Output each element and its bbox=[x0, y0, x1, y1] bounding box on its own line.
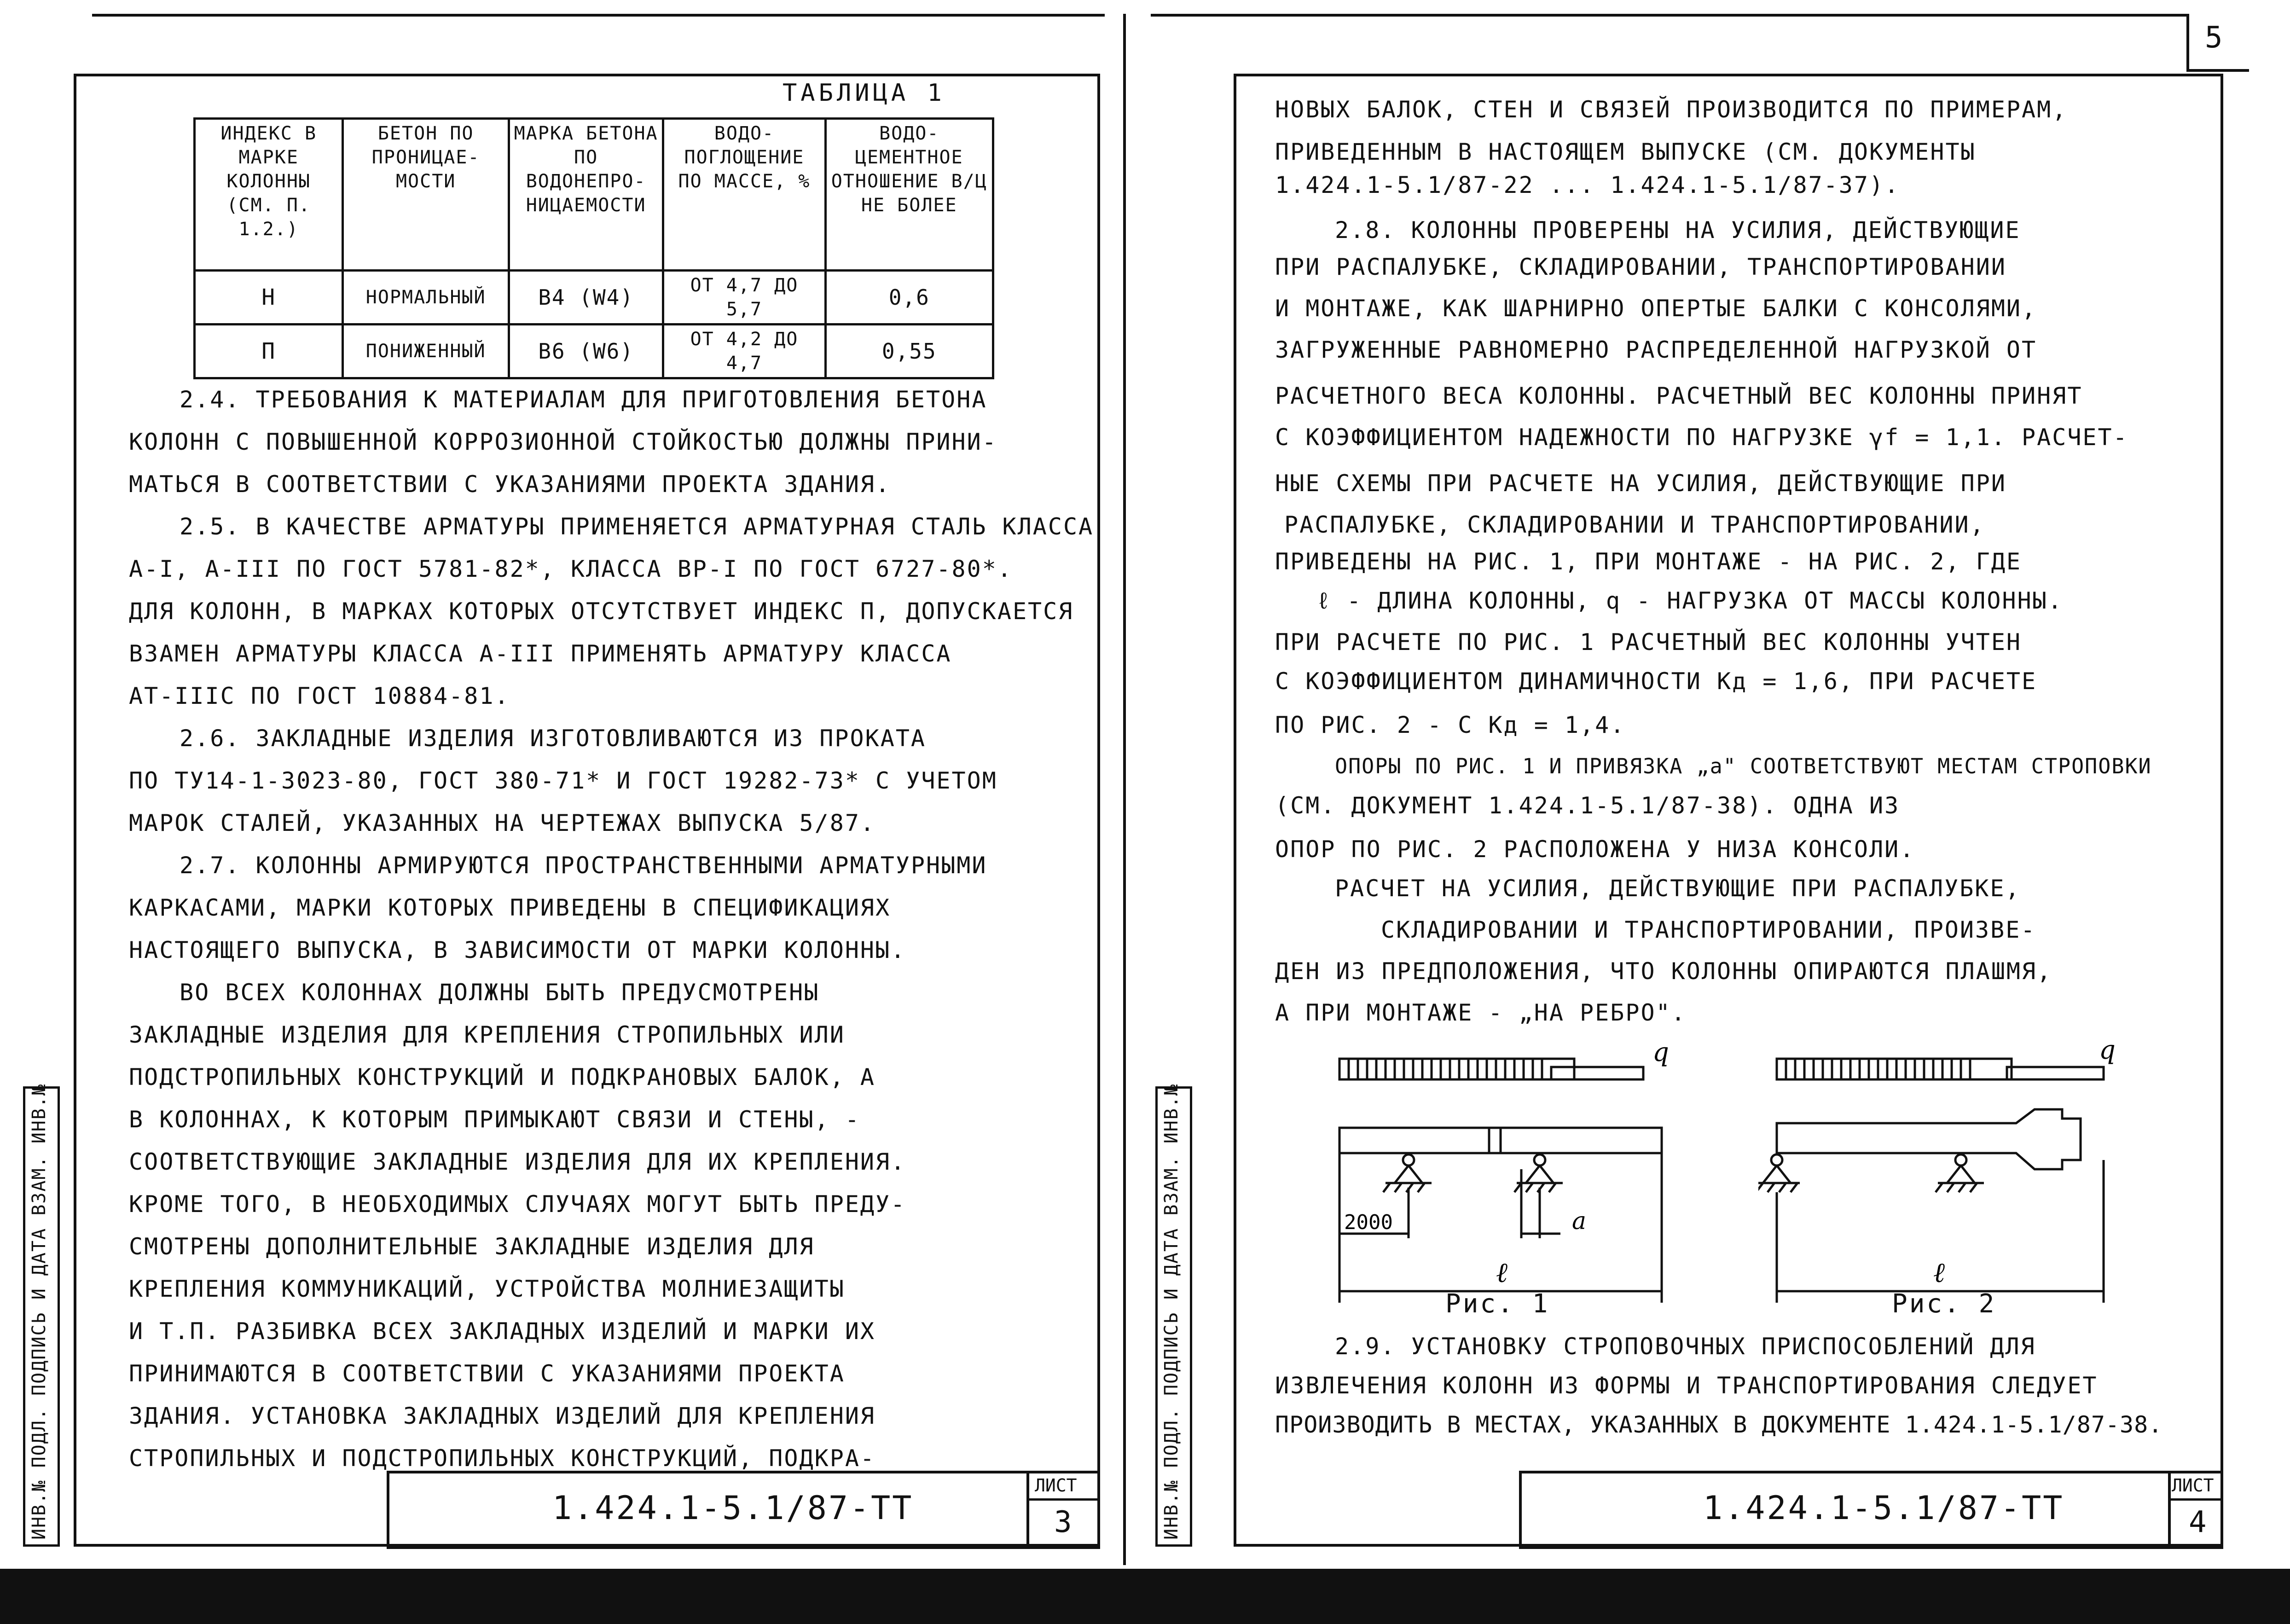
text-line: 2.6. ЗАКЛАДНЫЕ ИЗДЕЛИЯ ИЗГОТОВЛИВАЮТСЯ ИЗ ПРОКАТА bbox=[180, 725, 927, 752]
text-line: МАТЬСЯ В СООТВЕТСТВИИ С УКАЗАНИЯМИ ПРОЕКТА ЗДАНИЯ. bbox=[129, 471, 891, 498]
text-line: 2.5. В КАЧЕСТВЕ АРМАТУРЫ ПРИМЕНЯЕТСЯ АРМАТУРНАЯ СТАЛЬ КЛАССА bbox=[180, 513, 1094, 540]
text-line: (СМ. ДОКУМЕНТ 1.424.1-5.1/87-38). ОДНА ИЗ bbox=[1275, 792, 1900, 819]
text-line: ИЗВЛЕЧЕНИЯ КОЛОНН ИЗ ФОРМЫ И ТРАНСПОРТИРОВАНИЯ СЛЕДУЕТ bbox=[1275, 1372, 2098, 1399]
right-side-strip-label: ИНВ.№ ПОДЛ. ПОДПИСЬ И ДАТА ВЗАМ. ИНВ.№ bbox=[1161, 1083, 1182, 1540]
right-sheet-number: 4 bbox=[2189, 1505, 2207, 1539]
text-line: ПРОИЗВОДИТЬ В МЕСТАХ, УКАЗАННЫХ В ДОКУМЕНТЕ 1.424.1-5.1/87-38. bbox=[1275, 1411, 2163, 1438]
figure-1-load-q: q bbox=[1652, 1038, 1669, 1067]
table-cell: П bbox=[195, 325, 343, 378]
support-left bbox=[1383, 1154, 1432, 1192]
text-line: КАРКАСАМИ, МАРКИ КОТОРЫХ ПРИВЕДЕНЫ В СПЕЦИФИКАЦИЯХ bbox=[129, 894, 891, 921]
table-header-cell: МАРКА БЕТОНА ПО ВОДОНЕПРО- НИЦАЕМОСТИ bbox=[509, 119, 663, 271]
text-line: ОПОРЫ ПО РИС. 1 И ПРИВЯЗКА „а" СООТВЕТСТВУЮТ МЕСТАМ СТРОПОВКИ bbox=[1335, 754, 2152, 778]
left-sheet-label: ЛИСТ bbox=[1035, 1475, 1077, 1496]
table-cell: ОТ 4,7 ДО 5,7 bbox=[663, 271, 825, 325]
text-line: КРОМЕ ТОГО, В НЕОБХОДИМЫХ СЛУЧАЯХ МОГУТ БЫТЬ ПРЕДУ- bbox=[129, 1191, 906, 1218]
text-line: ПРИ РАСЧЕТЕ ПО РИС. 1 РАСЧЕТНЫЙ ВЕС КОЛОННЫ УЧТЕН bbox=[1275, 629, 2022, 655]
figure-1-dim-a: а bbox=[1572, 1207, 1587, 1235]
load-hatch bbox=[1349, 1059, 1542, 1079]
text-line: НАСТОЯЩЕГО ВЫПУСКА, В ЗАВИСИМОСТИ ОТ МАРКИ КОЛОННЫ. bbox=[129, 937, 906, 963]
right-title-block-divider bbox=[2168, 1471, 2171, 1549]
load-block bbox=[1339, 1059, 1574, 1079]
text-line: КРЕПЛЕНИЯ КОММУНИКАЦИЙ, УСТРОЙСТВА МОЛНИЕЗАЩИТЫ bbox=[129, 1276, 845, 1302]
text-line: ВЗАМЕН АРМАТУРЫ КЛАССА А-III ПРИМЕНЯТЬ АРМАТУРУ КЛАССА bbox=[129, 640, 952, 667]
table-cell: В4 (W4) bbox=[509, 271, 663, 325]
text-line: РАСЧЕТНОГО ВЕСА КОЛОННЫ. РАСЧЕТНЫЙ ВЕС КОЛОННЫ ПРИНЯТ bbox=[1275, 383, 2083, 409]
text-line: ДЛЯ КОЛОНН, В МАРКАХ КОТОРЫХ ОТСУТСТВУЕТ ИНДЕКС П, ДОПУСКАЕТСЯ bbox=[129, 598, 1074, 625]
text-line: ПРИВЕДЕНЫ НА РИС. 1, ПРИ МОНТАЖЕ - НА РИС. 2, ГДЕ bbox=[1275, 548, 2022, 575]
top-rule bbox=[92, 14, 1105, 17]
text-line: ПО РИС. 2 - С Кд = 1,4. bbox=[1275, 712, 1626, 738]
table-header-cell: БЕТОН ПО ПРОНИЦАЕ- МОСТИ bbox=[343, 119, 509, 271]
text-line: ПРИВЕДЕННЫМ В НАСТОЯЩЕМ ВЫПУСКЕ (СМ. ДОКУМЕНТЫ bbox=[1275, 139, 1976, 165]
table-row bbox=[195, 325, 993, 378]
table-header-cell: ИНДЕКС В МАРКЕ КОЛОННЫ (СМ. П. 1.2.) bbox=[195, 119, 343, 271]
figure-1-caption: Рис. 1 bbox=[1445, 1289, 1550, 1319]
column-with-console bbox=[1777, 1109, 2081, 1169]
left-title-block-divider bbox=[1026, 1471, 1029, 1549]
text-line: МАРОК СТАЛЕЙ, УКАЗАННЫХ НА ЧЕРТЕЖАХ ВЫПУСКА 5/87. bbox=[129, 810, 876, 836]
table-title: ТАБЛИЦА 1 bbox=[783, 79, 945, 107]
figure-2-caption: Рис. 2 bbox=[1892, 1289, 1996, 1319]
text-line: СООТВЕТСТВУЮЩИЕ ЗАКЛАДНЫЕ ИЗДЕЛИЯ ДЛЯ ИХ КРЕПЛЕНИЯ. bbox=[129, 1148, 906, 1175]
load-block-narrow bbox=[2007, 1067, 2104, 1079]
text-line: 2.4. ТРЕБОВАНИЯ К МАТЕРИАЛАМ ДЛЯ ПРИГОТОВЛЕНИЯ БЕТОНА bbox=[180, 386, 987, 413]
text-line: 2.8. КОЛОННЫ ПРОВЕРЕНЫ НА УСИЛИЯ, ДЕЙСТВУЮЩИЕ bbox=[1335, 217, 2021, 244]
figure-2-diagram bbox=[1758, 1036, 2127, 1303]
text-line: ПРИНИМАЮТСЯ В СООТВЕТСТВИИ С УКАЗАНИЯМИ ПРОЕКТА bbox=[129, 1360, 845, 1387]
support-right bbox=[1936, 1154, 1984, 1192]
figure-2-dim-l: ℓ bbox=[1933, 1257, 1945, 1289]
scan-bottom-band bbox=[0, 1569, 2290, 1624]
text-line: ПРИ РАСПАЛУБКЕ, СКЛАДИРОВАНИИ, ТРАНСПОРТИРОВАНИИ bbox=[1275, 254, 2006, 280]
table-row bbox=[195, 271, 993, 325]
page-divider bbox=[1123, 14, 1126, 1565]
text-line: ℓ - ДЛИНА КОЛОННЫ, q - НАГРУЗКА ОТ МАССЫ КОЛОННЫ. bbox=[1316, 587, 2063, 614]
figure-1-diagram bbox=[1316, 1036, 1685, 1303]
table-cell: В6 (W6) bbox=[509, 325, 663, 378]
text-line: И МОНТАЖЕ, КАК ШАРНИРНО ОПЕРТЫЕ БАЛКИ С КОНСОЛЯМИ, bbox=[1275, 295, 2037, 322]
text-line: ПО ТУ14-1-3023-80, ГОСТ 380-71* И ГОСТ 19282-73* С УЧЕТОМ bbox=[129, 767, 997, 794]
text-line: ЗДАНИЯ. УСТАНОВКА ЗАКЛАДНЫХ ИЗДЕЛИЙ ДЛЯ КРЕПЛЕНИЯ bbox=[129, 1403, 876, 1429]
text-line: И Т.П. РАЗБИВКА ВСЕХ ЗАКЛАДНЫХ ИЗДЕЛИЙ И МАРКИ ИХ bbox=[129, 1318, 876, 1345]
left-side-strip-label: ИНВ.№ ПОДЛ. ПОДПИСЬ И ДАТА ВЗАМ. ИНВ.№ bbox=[29, 1083, 50, 1540]
text-line: КОЛОНН С ПОВЫШЕННОЙ КОРРОЗИОННОЙ СТОЙКОСТЬЮ ДОЛЖНЫ ПРИНИ- bbox=[129, 429, 997, 455]
text-line: ВО ВСЕХ КОЛОННАХ ДОЛЖНЫ БЫТЬ ПРЕДУСМОТРЕНЫ bbox=[180, 979, 820, 1006]
text-line: ПОДСТРОПИЛЬНЫХ КОНСТРУКЦИЙ И ПОДКРАНОВЫХ БАЛОК, А bbox=[129, 1064, 876, 1090]
left-title-block-hline bbox=[1026, 1498, 1100, 1501]
text-line: НЫЕ СХЕМЫ ПРИ РАСЧЕТЕ НА УСИЛИЯ, ДЕЙСТВУЮЩИЕ ПРИ bbox=[1275, 470, 2006, 497]
right-document-code: 1.424.1-5.1/87-ТТ bbox=[1703, 1489, 2064, 1527]
table-1 bbox=[193, 117, 994, 379]
corner-page-number: 5 bbox=[2205, 21, 2223, 55]
text-line: А-I, А-III ПО ГОСТ 5781-82*, КЛАССА ВР-I ПО ГОСТ 6727-80*. bbox=[129, 556, 1013, 582]
table-cell: 0,55 bbox=[825, 325, 993, 378]
text-line: ЗАГРУЖЕННЫЕ РАВНОМЕРНО РАСПРЕДЕЛЕННОЙ НАГРУЗКОЙ ОТ bbox=[1275, 336, 2037, 363]
table-cell: Н bbox=[195, 271, 343, 325]
text-line: АТ-IIIС ПО ГОСТ 10884-81. bbox=[129, 683, 510, 709]
text-line: СМОТРЕНЫ ДОПОЛНИТЕЛЬНЫЕ ЗАКЛАДНЫЕ ИЗДЕЛИЯ ДЛЯ bbox=[129, 1233, 815, 1260]
text-line: С КОЭФФИЦИЕНТОМ ДИНАМИЧНОСТИ Кд = 1,6, ПРИ РАСЧЕТЕ bbox=[1275, 668, 2037, 695]
text-line: В КОЛОННАХ, К КОТОРЫМ ПРИМЫКАЮТ СВЯЗИ И СТЕНЫ, - bbox=[129, 1106, 860, 1133]
text-line: ЗАКЛАДНЫЕ ИЗДЕЛИЯ ДЛЯ КРЕПЛЕНИЯ СТРОПИЛЬНЫХ ИЛИ bbox=[129, 1021, 845, 1048]
figure-2-load-q: q bbox=[2099, 1036, 2116, 1065]
table-cell: НОРМАЛЬНЫЙ bbox=[343, 271, 509, 325]
left-sheet-number: 3 bbox=[1054, 1505, 1072, 1539]
right-sheet-label: ЛИСТ bbox=[2172, 1475, 2214, 1496]
load-block bbox=[1777, 1059, 2012, 1079]
table-header-row bbox=[195, 119, 993, 271]
text-line: А ПРИ МОНТАЖЕ - „НА РЕБРО". bbox=[1275, 999, 1687, 1026]
table-cell: 0,6 bbox=[825, 271, 993, 325]
top-rule-right bbox=[1151, 14, 2186, 17]
text-line: РАСЧЕТ НА УСИЛИЯ, ДЕЙСТВУЮЩИЕ ПРИ РАСПАЛУБКЕ, bbox=[1335, 875, 2021, 902]
text-line: ОПОР ПО РИС. 2 РАСПОЛОЖЕНА У НИЗА КОНСОЛИ. bbox=[1275, 836, 1915, 863]
figure-1-dim-l: ℓ bbox=[1496, 1257, 1507, 1289]
text-line: С КОЭФФИЦИЕНТОМ НАДЕЖНОСТИ ПО НАГРУЗКЕ γf = 1,1. РАСЧЕТ- bbox=[1275, 424, 2128, 451]
text-line: СКЛАДИРОВАНИИ И ТРАНСПОРТИРОВАНИИ, ПРОИЗВЕ- bbox=[1381, 916, 2036, 943]
load-hatch bbox=[1786, 1059, 1970, 1079]
text-line: СТРОПИЛЬНЫХ И ПОДСТРОПИЛЬНЫХ КОНСТРУКЦИЙ, ПОДКРА- bbox=[129, 1445, 876, 1472]
figure-1-dim-2000: 2000 bbox=[1344, 1211, 1393, 1234]
table-cell: ПОНИЖЕННЫЙ bbox=[343, 325, 509, 378]
support-left bbox=[1758, 1154, 1800, 1192]
text-line: 1.424.1-5.1/87-22 ... 1.424.1-5.1/87-37). bbox=[1275, 172, 1900, 198]
right-title-block-hline bbox=[2168, 1498, 2223, 1501]
text-line: 2.9. УСТАНОВКУ СТРОПОВОЧНЫХ ПРИСПОСОБЛЕНИЙ ДЛЯ bbox=[1335, 1333, 2036, 1360]
load-block-narrow bbox=[1551, 1067, 1643, 1079]
table-cell: ОТ 4,2 ДО 4,7 bbox=[663, 325, 825, 378]
table-header-cell: ВОДО- ЦЕМЕНТНОЕ ОТНОШЕНИЕ В/Ц НЕ БОЛЕЕ bbox=[825, 119, 993, 271]
left-document-code: 1.424.1-5.1/87-ТТ bbox=[552, 1489, 914, 1527]
text-line: РАСПАЛУБКЕ, СКЛАДИРОВАНИИ И ТРАНСПОРТИРОВАНИИ, bbox=[1284, 511, 1985, 538]
text-line: НОВЫХ БАЛОК, СТЕН И СВЯЗЕЙ ПРОИЗВОДИТСЯ ПО ПРИМЕРАМ, bbox=[1275, 96, 2068, 123]
text-line: 2.7. КОЛОННЫ АРМИРУЮТСЯ ПРОСТРАНСТВЕННЫМИ АРМАТУРНЫМИ bbox=[180, 852, 987, 879]
text-line: ДЕН ИЗ ПРЕДПОЛОЖЕНИЯ, ЧТО КОЛОННЫ ОПИРАЮТСЯ ПЛАШМЯ, bbox=[1275, 958, 2052, 985]
table-header-cell: ВОДО- ПОГЛОЩЕНИЕ ПО МАССЕ, % bbox=[663, 119, 825, 271]
